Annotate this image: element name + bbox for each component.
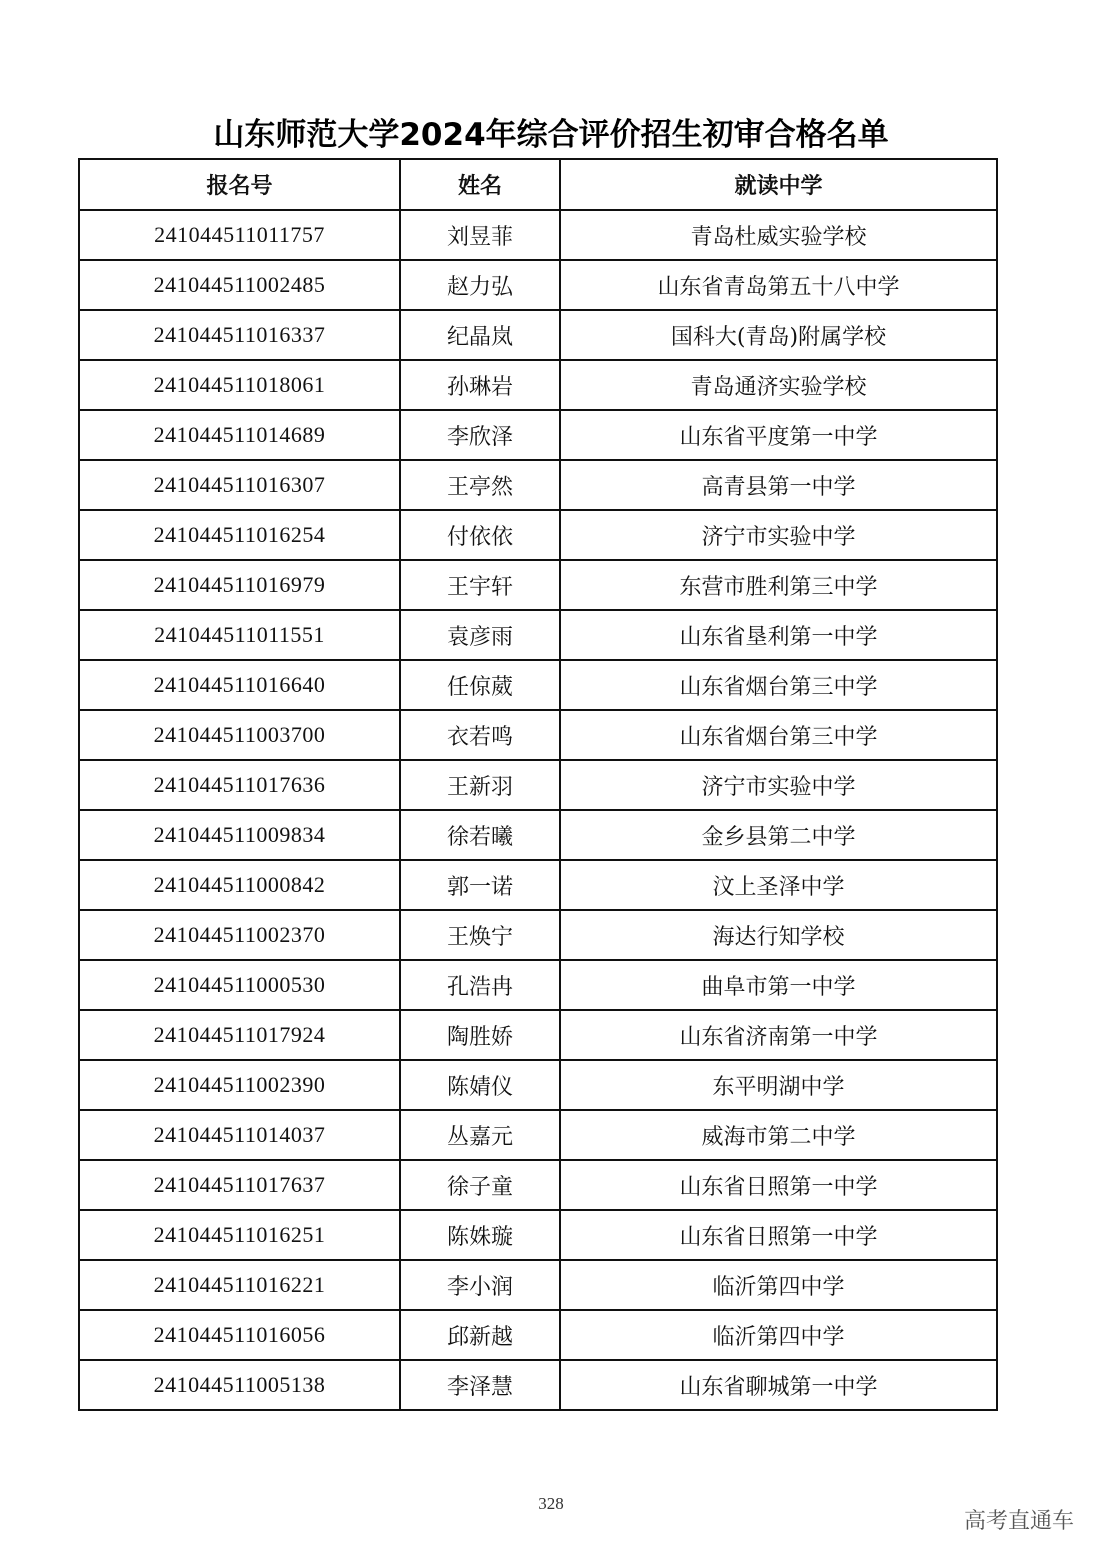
cell-registration-number: 241044511014037 — [79, 1110, 400, 1160]
cell-registration-number: 241044511002485 — [79, 260, 400, 310]
cell-school: 曲阜市第一中学 — [560, 960, 997, 1010]
cell-name: 陈婧仪 — [400, 1060, 560, 1110]
cell-name: 刘昱菲 — [400, 210, 560, 260]
cell-name: 徐若曦 — [400, 810, 560, 860]
table-row — [79, 1210, 997, 1260]
table-row — [79, 1310, 997, 1360]
cell-name: 王亭然 — [400, 460, 560, 510]
table-row — [79, 560, 997, 610]
table-row — [79, 310, 997, 360]
table-row — [79, 660, 997, 710]
admission-list-table — [78, 158, 998, 1411]
cell-school: 临沂第四中学 — [560, 1260, 997, 1310]
cell-name: 陈姝璇 — [400, 1210, 560, 1260]
cell-name: 王宇轩 — [400, 560, 560, 610]
cell-registration-number: 241044511000530 — [79, 960, 400, 1010]
cell-registration-number: 241044511017636 — [79, 760, 400, 810]
cell-registration-number: 241044511018061 — [79, 360, 400, 410]
cell-school: 山东省平度第一中学 — [560, 410, 997, 460]
table-row — [79, 710, 997, 760]
cell-registration-number: 241044511016254 — [79, 510, 400, 560]
table-row — [79, 360, 997, 410]
cell-name: 李泽慧 — [400, 1360, 560, 1410]
cell-registration-number: 241044511005138 — [79, 1360, 400, 1410]
cell-registration-number: 241044511016251 — [79, 1210, 400, 1260]
table-row — [79, 1110, 997, 1160]
cell-school: 汶上圣泽中学 — [560, 860, 997, 910]
header-school: 就读中学 — [560, 159, 997, 210]
cell-name: 衣若鸣 — [400, 710, 560, 760]
cell-name: 李小润 — [400, 1260, 560, 1310]
cell-registration-number: 241044511016307 — [79, 460, 400, 510]
table-row — [79, 910, 997, 960]
cell-school: 金乡县第二中学 — [560, 810, 997, 860]
cell-school: 山东省日照第一中学 — [560, 1160, 997, 1210]
cell-school: 山东省济南第一中学 — [560, 1010, 997, 1060]
cell-name: 徐子童 — [400, 1160, 560, 1210]
table-row — [79, 810, 997, 860]
cell-name: 郭一诺 — [400, 860, 560, 910]
cell-school: 山东省日照第一中学 — [560, 1210, 997, 1260]
table-row — [79, 1260, 997, 1310]
cell-school: 山东省聊城第一中学 — [560, 1360, 997, 1410]
cell-name: 任倞葳 — [400, 660, 560, 710]
cell-school: 临沂第四中学 — [560, 1310, 997, 1360]
cell-registration-number: 241044511017924 — [79, 1010, 400, 1060]
cell-school: 济宁市实验中学 — [560, 510, 997, 560]
cell-registration-number: 241044511003700 — [79, 710, 400, 760]
cell-registration-number: 241044511017637 — [79, 1160, 400, 1210]
watermark: 高考直通车 — [963, 1509, 1074, 1534]
cell-name: 付依依 — [400, 510, 560, 560]
table-header-row — [79, 159, 997, 210]
cell-registration-number: 241044511011757 — [79, 210, 400, 260]
header-name: 姓名 — [400, 159, 560, 210]
cell-name: 袁彦雨 — [400, 610, 560, 660]
cell-registration-number: 241044511016221 — [79, 1260, 400, 1310]
cell-registration-number: 241044511002370 — [79, 910, 400, 960]
table-row — [79, 960, 997, 1010]
cell-registration-number: 241044511016640 — [79, 660, 400, 710]
cell-name: 陶胜娇 — [400, 1010, 560, 1060]
table-row — [79, 1160, 997, 1210]
cell-name: 王焕宁 — [400, 910, 560, 960]
cell-school: 山东省青岛第五十八中学 — [560, 260, 997, 310]
cell-school: 山东省垦利第一中学 — [560, 610, 997, 660]
cell-school: 青岛杜威实验学校 — [560, 210, 997, 260]
table-row — [79, 1060, 997, 1110]
table-row — [79, 1360, 997, 1410]
cell-name: 孙琳岩 — [400, 360, 560, 410]
table-row — [79, 410, 997, 460]
cell-school: 济宁市实验中学 — [560, 760, 997, 810]
table-row — [79, 260, 997, 310]
cell-name: 李欣泽 — [400, 410, 560, 460]
cell-school: 海达行知学校 — [560, 910, 997, 960]
table-row — [79, 760, 997, 810]
page-number: 328 — [538, 1494, 564, 1513]
table-row — [79, 610, 997, 660]
cell-name: 赵力弘 — [400, 260, 560, 310]
table-row — [79, 1010, 997, 1060]
cell-name: 孔浩冉 — [400, 960, 560, 1010]
page-title: 山东师范大学2024年综合评价招生初审合格名单 — [213, 117, 889, 153]
cell-school: 青岛通济实验学校 — [560, 360, 997, 410]
cell-school: 高青县第一中学 — [560, 460, 997, 510]
cell-school: 国科大(青岛)附属学校 — [560, 310, 997, 360]
cell-name: 邱新越 — [400, 1310, 560, 1360]
cell-school: 东营市胜利第三中学 — [560, 560, 997, 610]
cell-registration-number: 241044511014689 — [79, 410, 400, 460]
cell-name: 纪晶岚 — [400, 310, 560, 360]
cell-school: 山东省烟台第三中学 — [560, 660, 997, 710]
cell-name: 王新羽 — [400, 760, 560, 810]
cell-school: 山东省烟台第三中学 — [560, 710, 997, 760]
table-row — [79, 210, 997, 260]
table-row — [79, 460, 997, 510]
header-registration-number: 报名号 — [79, 159, 400, 210]
table-row — [79, 510, 997, 560]
cell-name: 丛嘉元 — [400, 1110, 560, 1160]
cell-registration-number: 241044511002390 — [79, 1060, 400, 1110]
cell-registration-number: 241044511011551 — [79, 610, 400, 660]
cell-school: 东平明湖中学 — [560, 1060, 997, 1110]
cell-registration-number: 241044511016056 — [79, 1310, 400, 1360]
table-row — [79, 860, 997, 910]
cell-school: 威海市第二中学 — [560, 1110, 997, 1160]
cell-registration-number: 241044511009834 — [79, 810, 400, 860]
cell-registration-number: 241044511016979 — [79, 560, 400, 610]
cell-registration-number: 241044511000842 — [79, 860, 400, 910]
cell-registration-number: 241044511016337 — [79, 310, 400, 360]
